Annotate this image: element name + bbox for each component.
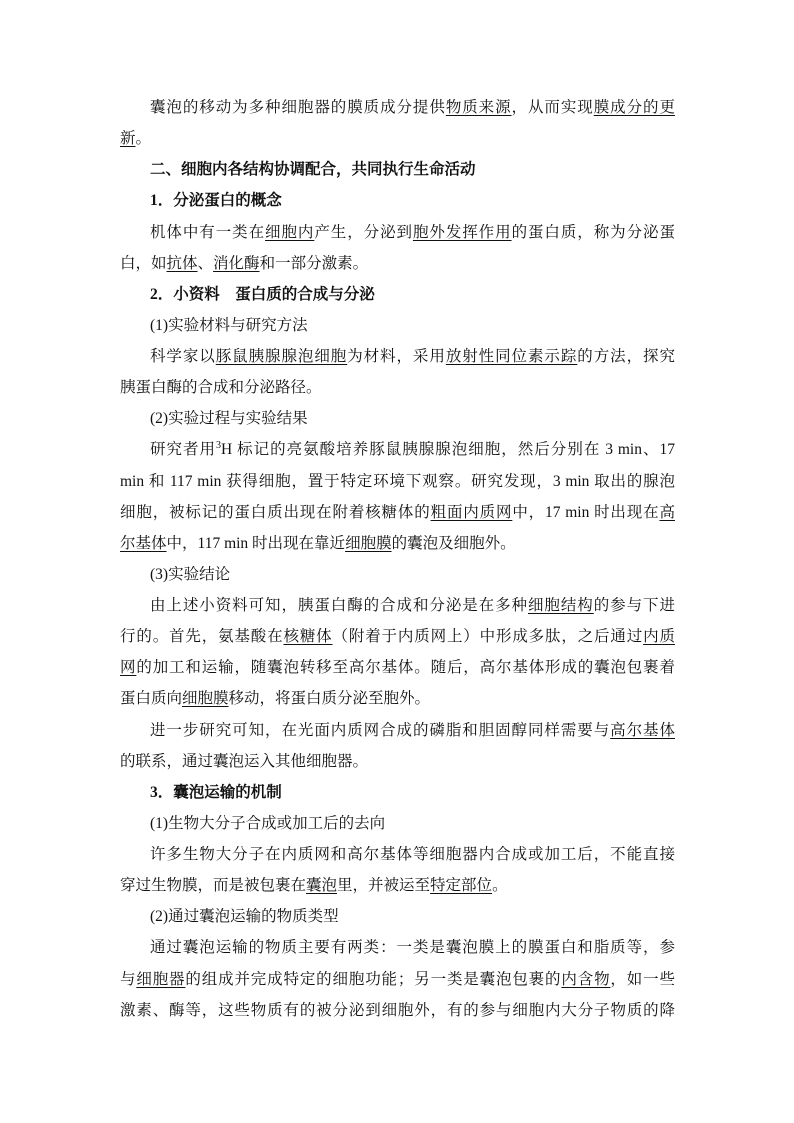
text-run: 3．囊泡运输的机制 xyxy=(150,783,282,801)
text-run: 的组成并完成特定的细胞功能；另一类是囊泡包裹的 xyxy=(185,970,562,988)
text-line xyxy=(120,372,675,403)
text-run: 机体中有一类在 xyxy=(150,223,266,241)
text-run: 通过囊泡运输的物质主要有两类：一类是囊泡膜上的膜蛋白和脂质等，参 xyxy=(150,939,675,957)
body-paragraph xyxy=(120,92,675,154)
text-run: (2)实验过程与实验结果 xyxy=(150,410,308,428)
text-line xyxy=(120,528,675,559)
section-heading xyxy=(120,154,675,185)
text-line xyxy=(120,777,675,808)
text-run: 的囊泡及细胞外。 xyxy=(391,534,516,552)
text-line xyxy=(120,870,675,901)
text-run: H 标记的亮氨酸培养豚鼠胰腺腺泡细胞，然后分别在 3 min、17 xyxy=(221,441,675,459)
text-run: 与 xyxy=(120,970,137,988)
underlined-key-term: 细胞结构 xyxy=(527,597,594,614)
text-run: 里，并被运至 xyxy=(337,877,431,895)
underlined-key-term: 尔基体 xyxy=(120,534,167,552)
text-run: 中，117 min 时出现在靠近 xyxy=(166,534,346,552)
superscript: 3 xyxy=(216,440,222,452)
text-line xyxy=(120,123,675,154)
text-run: 许多生物大分子在内质网和高尔基体等细胞器内合成或加工后，不能直接 xyxy=(150,846,675,863)
text-run: 的联系，通过囊泡运入其他细胞器。 xyxy=(120,752,369,770)
text-line xyxy=(120,341,675,372)
text-run: 穿过生物膜，而是被包裹在 xyxy=(120,877,307,895)
text-run: (3)实验结论 xyxy=(150,565,231,583)
text-run: 由上述小资料可知，胰蛋白酶的合成和分泌是在多种 xyxy=(150,597,528,614)
text-run: 的参与下进 xyxy=(593,597,675,614)
text-run: 移动，将蛋白质分泌至胞外。 xyxy=(228,690,431,708)
text-line xyxy=(120,901,675,932)
text-line xyxy=(120,497,675,528)
underlined-key-term: 粗面内质网 xyxy=(430,503,513,521)
section-heading xyxy=(120,777,675,808)
text-line xyxy=(120,839,675,870)
body-paragraph xyxy=(120,715,675,777)
text-line xyxy=(120,154,675,185)
text-run: （附着于内质网上）中形成多肽，之后通过 xyxy=(332,628,644,646)
underlined-key-term: 特定部位 xyxy=(430,877,493,895)
body-paragraph xyxy=(120,932,675,1025)
text-run: 。 xyxy=(492,877,508,895)
text-run: 科学家以 xyxy=(150,348,216,365)
underlined-key-term: 膜成分的更 xyxy=(593,99,675,116)
text-run: 和一部分激素。 xyxy=(259,254,369,272)
text-run: 进一步研究可知，在光面内质网合成的磷脂和胆固醇同样需要与 xyxy=(150,721,611,739)
underlined-key-term: 放射性同位素示踪 xyxy=(445,348,578,365)
underlined-key-term: 细胞膜 xyxy=(345,534,392,552)
underlined-key-term: 物质来源 xyxy=(445,99,512,116)
body-paragraph xyxy=(120,590,675,715)
text-run: 的方法，探究 xyxy=(577,348,675,365)
text-line xyxy=(120,559,675,590)
underlined-key-term: 内质 xyxy=(643,628,675,646)
subsection-heading xyxy=(120,808,675,839)
underlined-key-term: 豚鼠胰腺腺泡细胞 xyxy=(215,348,348,365)
underlined-key-term: 消化酶 xyxy=(213,254,260,272)
subsection-heading xyxy=(120,310,675,341)
underlined-key-term: 核糖体 xyxy=(283,628,333,646)
text-line xyxy=(120,434,675,465)
text-line xyxy=(120,185,675,216)
text-line xyxy=(120,746,675,777)
text-run: 胰蛋白酶的合成和分泌路径。 xyxy=(120,379,322,397)
text-line xyxy=(120,217,675,248)
text-line xyxy=(120,932,675,963)
text-run: 中，17 min 时出现在 xyxy=(512,503,660,521)
text-line xyxy=(120,808,675,839)
text-run: 白，如 xyxy=(120,254,167,272)
underlined-key-term: 胞外发挥作用 xyxy=(412,223,512,241)
body-paragraph xyxy=(120,341,675,403)
subsection-heading xyxy=(120,559,675,590)
text-line xyxy=(120,279,675,310)
text-run: 二、细胞内各结构协调配合，共同执行生命活动 xyxy=(150,161,476,179)
text-line xyxy=(120,715,675,746)
section-heading xyxy=(120,279,675,310)
underlined-key-term: 高尔基体 xyxy=(610,721,675,739)
text-run: ，从而实现 xyxy=(511,99,594,116)
text-line xyxy=(120,92,675,123)
text-run: 2．小资料 蛋白质的合成与分泌 xyxy=(150,285,375,303)
underlined-key-term: 细胞器 xyxy=(136,970,186,988)
text-run: (2)通过囊泡运输的物质类型 xyxy=(150,908,339,926)
text-run: (1)实验材料与研究方法 xyxy=(150,316,308,334)
text-run: ，如一些 xyxy=(610,970,675,988)
subsection-heading xyxy=(120,403,675,434)
underlined-key-term: 新 xyxy=(120,130,136,148)
text-run: 、 xyxy=(197,254,214,272)
text-line xyxy=(120,590,675,621)
section-heading xyxy=(120,185,675,216)
text-run: 的加工和运输，随囊泡转移至高尔基体。随后，高尔基体形成的囊泡包裹着 xyxy=(136,659,675,677)
text-run: 的蛋白质，称为分泌蛋 xyxy=(511,223,675,241)
underlined-key-term: 高 xyxy=(659,503,675,521)
underlined-key-term: 抗体 xyxy=(166,254,198,272)
text-run: 激素、酶等，这些物质有的被分泌到细胞外，有的参与细胞内大分子物质的降 xyxy=(120,1001,675,1019)
text-run: min 和 117 min 获得细胞，置于特定环境下观察。研究发现，3 min 取出的腺泡 xyxy=(120,472,675,490)
text-run: 细胞，被标记的蛋白质出现在附着核糖体的 xyxy=(120,503,431,521)
subsection-heading xyxy=(120,901,675,932)
text-run: 研究者用 xyxy=(150,441,217,459)
text-line xyxy=(120,683,675,714)
text-run: 。 xyxy=(135,130,152,148)
text-run: 行的。首先，氨基酸在 xyxy=(120,628,284,646)
underlined-key-term: 囊泡 xyxy=(306,877,338,895)
underlined-key-term: 细胞膜 xyxy=(182,690,229,708)
text-line xyxy=(120,621,675,652)
text-run: 产生，分泌到 xyxy=(314,223,413,241)
body-paragraph xyxy=(120,434,675,559)
text-line xyxy=(120,652,675,683)
text-line xyxy=(120,466,675,497)
text-run: (1)生物大分子合成或加工后的去向 xyxy=(150,814,386,832)
body-paragraph xyxy=(120,839,675,901)
text-line xyxy=(120,403,675,434)
text-run: 囊泡的移动为多种细胞器的膜质成分提供 xyxy=(150,99,446,116)
text-run: 1．分泌蛋白的概念 xyxy=(150,192,282,210)
text-line xyxy=(120,248,675,279)
text-run: 为材料，采用 xyxy=(347,348,446,365)
text-line xyxy=(120,310,675,341)
text-line xyxy=(120,995,675,1026)
text-line xyxy=(120,964,675,995)
underlined-key-term: 内含物 xyxy=(561,970,611,988)
underlined-key-term: 网 xyxy=(120,659,137,677)
text-run: 蛋白质向 xyxy=(120,690,183,708)
body-paragraph xyxy=(120,217,675,279)
underlined-key-term: 细胞内 xyxy=(265,223,315,241)
text-body xyxy=(120,92,675,1026)
